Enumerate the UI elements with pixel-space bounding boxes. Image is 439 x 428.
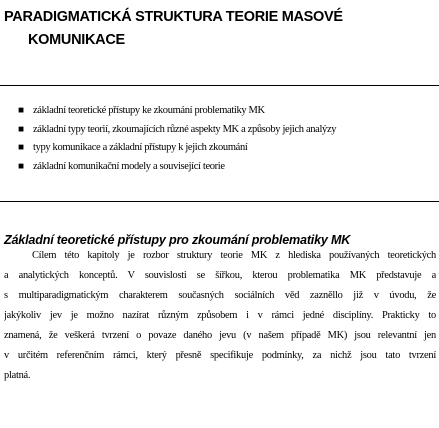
paragraph-line: v určitém referenčním rámci, který přesně specifikuje podmínky, za nichž jsou tato tvrzení xyxy=(4,350,436,361)
bullet-icon: ■ xyxy=(18,105,24,116)
bullet-icon: ■ xyxy=(18,160,24,172)
list-item: ■ základní teoretické přístupy ke zkoumání problematiky MK xyxy=(18,102,336,121)
paragraph-line: platná. xyxy=(4,370,31,381)
document-title-line-2: KOMUNIKACE xyxy=(28,32,125,48)
document-title xyxy=(4,6,434,52)
list-item: ■ základní typy teorií, zkoumajících různé aspekty MK a způsoby jejich analýzy xyxy=(18,121,336,140)
paragraph-line: s multiparadigmatickým charakterem současných sociálních věd zazněllo již v úvodu, že xyxy=(4,290,436,301)
learning-objectives-list xyxy=(18,102,336,176)
list-item: ■ základní komunikační modely a související teorie xyxy=(18,158,336,177)
bullet-icon: ■ xyxy=(18,142,24,153)
section-heading: Základní teoretické přístupy pro zkoumání problematiky MK xyxy=(4,233,351,247)
divider-top xyxy=(0,85,439,86)
bullet-icon: ■ xyxy=(18,123,24,135)
paragraph-line: a analytických konceptů. V souvislosti se šířkou, kterou problematika MK představuje a xyxy=(4,270,436,281)
paragraph-line: znamená, že veškerá tvrzení o povaze daného jevu (v našem případě MK) jsou relevantní jen xyxy=(4,330,436,341)
list-item: ■ typy komunikace a základní přístupy k jejich zkoumání xyxy=(18,139,336,158)
divider-bottom xyxy=(0,201,439,202)
paragraph-line: jakýkoliv jev je možno nazírat různým způsobem i v rámci jedné disciplíny. Prakticky to xyxy=(4,310,436,321)
paragraph-line: Cílem této kapitoly je rozbor struktury teorie MK z hlediska používaných teoretických xyxy=(32,250,436,261)
document-title-line-1: PARADIGMATICKÁ STRUKTURA TEORIE MASOVÉ xyxy=(4,9,343,25)
body-paragraph xyxy=(4,246,436,386)
